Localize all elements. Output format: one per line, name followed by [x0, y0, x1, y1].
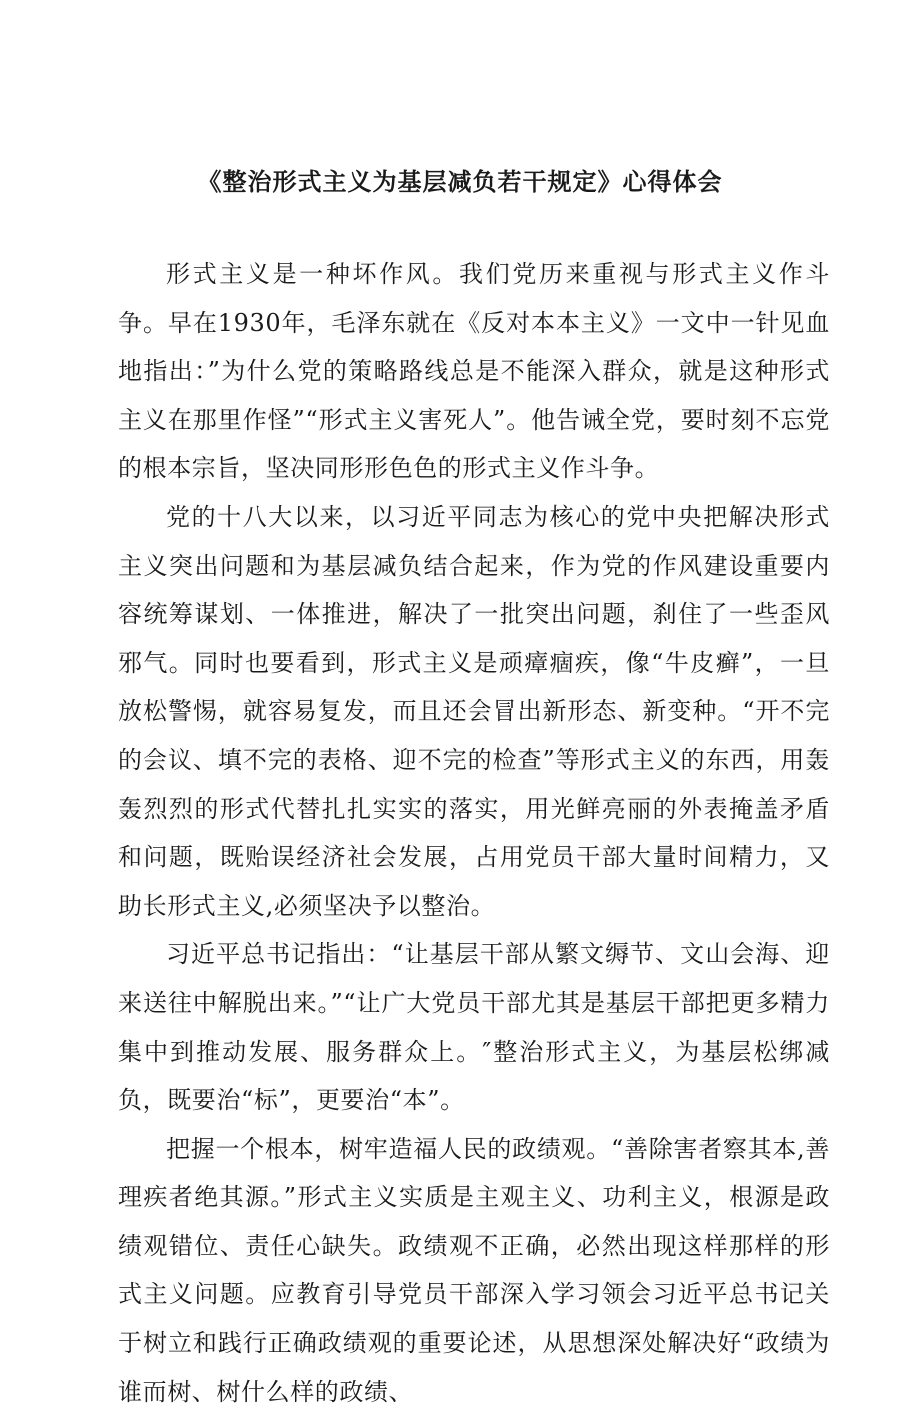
- paragraph-3: 习近平总书记指出：“让基层干部从繁文缛节、文山会海、迎来送往中解脱出来。”“让广大党员干部尤其是基层干部把更多精力集中到推动发展、服务群众上。″整治形式主义，为基层松绑减负，既要治“标”，更要治“本”。: [118, 940, 830, 1115]
- document-title: 《整治形式主义为基层减负若干规定》心得体会: [197, 168, 723, 196]
- paragraph-4: 把握一个根本，树牢造福人民的政绩观。“善除害者察其本,善理疾者绝其源。”形式主义实质是主观主义、功利主义，根源是政绩观错位、责任心缺失。政绩观不正确，必然出现这样那样的形式主义问题。应教育引导党员干部深入学习领会习近平总书记关于树立和践行正确政绩观的重要论述，从思想深处解决好“政绩为谁而树、树什么样的政绩、: [118, 1134, 830, 1406]
- paragraph-2: 党的十八大以来，以习近平同志为核心的党中央把解决形式主义突出问题和为基层减负结合起来，作为党的作风建设重要内容统筹谋划、一体推进，解决了一批突出问题，刹住了一些歪风邪气。同时也要看到，形式主义是顽瘴痼疾，像“牛皮癣”，一旦放松警惕，就容易复发，而且还会冒出新形态、新变种。“开不完的会议、填不完的表格、迎不完的检查”等形式主义的东西，用轰轰烈烈的形式代替扎扎实实的落实，用光鲜亮丽的外表掩盖矛盾和问题，既贻误经济社会发展，占用党员干部大量时间精力，又助长形式主义,必须坚决予以整治。: [118, 502, 830, 920]
- document-body: [118, 250, 830, 1416]
- paragraph-1: 形式主义是一种坏作风。我们党历来重视与形式主义作斗争。早在1930年，毛泽东就在《反对本本主义》一文中一针见血地指出：”为什么党的策略路线总是不能深入群众，就是这种形式主义在那里作怪”“形式主义害死人”。他告诫全党，要时刻不忘党的根本宗旨，坚决同形形色色的形式主义作斗争。: [118, 260, 830, 483]
